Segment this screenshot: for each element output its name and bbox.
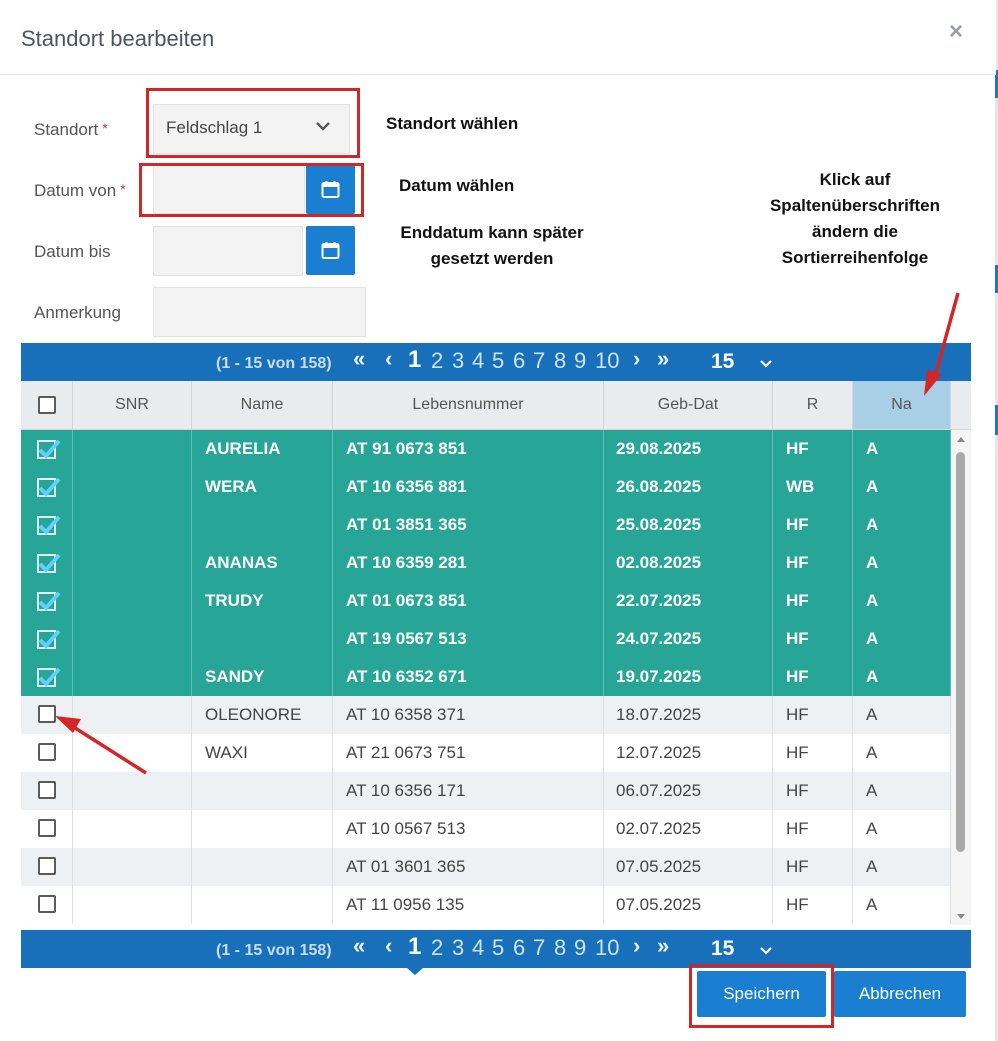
cell-na: A (853, 658, 951, 696)
next-page-icon[interactable]: › (633, 933, 641, 958)
page-10[interactable]: 10 (595, 348, 620, 373)
page-size-select[interactable]: 15 (711, 937, 735, 960)
arrow-sort-head (924, 370, 942, 396)
cell-na: A (853, 848, 951, 886)
cell-lebensnummer: AT 21 0673 751 (333, 734, 604, 772)
cell-lebensnummer: AT 01 3601 365 (333, 848, 604, 886)
datum-von-label: Datum von * (34, 181, 126, 200)
column-header-r[interactable]: R (773, 381, 853, 429)
save-button[interactable]: Speichern (697, 971, 826, 1017)
cell-geb-dat: 12.07.2025 (604, 734, 773, 772)
column-header-name[interactable]: Name (192, 381, 333, 429)
cell-r: WB (773, 468, 853, 506)
cell-r: HF (773, 430, 853, 468)
cell-r: HF (773, 582, 853, 620)
cell-r: HF (773, 734, 853, 772)
last-page-icon[interactable]: » (657, 346, 670, 371)
page-5[interactable]: 5 (492, 348, 505, 373)
cell-lebensnummer: AT 10 6352 671 (333, 658, 604, 696)
cell-na: A (853, 620, 951, 658)
page-size-select[interactable]: 15 (711, 350, 735, 373)
cell-geb-dat: 07.05.2025 (604, 848, 773, 886)
anmerkung-label: Anmerkung (34, 303, 121, 322)
cancel-button[interactable]: Abbrechen (834, 971, 966, 1017)
cell-na: A (853, 506, 951, 544)
arrow-sort (934, 293, 958, 380)
cell-na: A (853, 810, 951, 848)
annotation-sortierung: Klick auf Spaltenüberschriften ändern die Sortierreihenfolge (769, 170, 941, 267)
cell-lebensnummer: AT 10 6359 281 (333, 544, 604, 582)
last-page-icon[interactable]: » (657, 933, 670, 958)
cell-na: A (853, 582, 951, 620)
page-3[interactable]: 3 (452, 935, 465, 960)
cell-r: HF (773, 772, 853, 810)
cell-lebensnummer: AT 10 6358 371 (333, 696, 604, 734)
page-9[interactable]: 9 (574, 935, 587, 960)
cell-r: HF (773, 810, 853, 848)
annotation-enddatum: Enddatum kann später gesetzt werden (400, 223, 584, 268)
cell-lebensnummer: AT 10 6356 881 (333, 468, 604, 506)
cell-geb-dat: 02.08.2025 (604, 544, 773, 582)
datum-bis-label: Datum bis (34, 242, 111, 261)
page-7[interactable]: 7 (533, 348, 546, 373)
cell-lebensnummer: AT 10 0567 513 (333, 810, 604, 848)
next-page-icon[interactable]: › (633, 346, 641, 371)
cell-na: A (853, 772, 951, 810)
annotation-standort: Standort wählen (386, 114, 519, 133)
cell-r: HF (773, 506, 853, 544)
column-header-snr[interactable]: SNR (73, 381, 192, 429)
cell-na: A (853, 544, 951, 582)
cell-lebensnummer: AT 01 0673 851 (333, 582, 604, 620)
cell-lebensnummer: AT 19 0567 513 (333, 620, 604, 658)
cell-geb-dat: 07.05.2025 (604, 886, 773, 924)
cell-na: A (853, 886, 951, 924)
pager-count: (1 - 15 von 158) (216, 942, 332, 959)
column-header-na[interactable]: Na (853, 381, 951, 429)
column-header-lebensnummer[interactable]: Lebensnummer (333, 381, 604, 429)
column-header-geb-dat[interactable]: Geb-Dat (604, 381, 773, 429)
page-8[interactable]: 8 (554, 935, 567, 960)
cell-lebensnummer: AT 11 0956 135 (333, 886, 604, 924)
cell-na: A (853, 696, 951, 734)
cell-na: A (853, 468, 951, 506)
standort-label: Standort * (34, 120, 108, 139)
page-5[interactable]: 5 (492, 935, 505, 960)
cell-na: A (853, 734, 951, 772)
cell-name: OLEONORE (192, 696, 333, 734)
close-icon[interactable]: × (949, 18, 964, 45)
page-8[interactable]: 8 (554, 348, 567, 373)
cell-geb-dat: 25.08.2025 (604, 506, 773, 544)
cell-geb-dat: 18.07.2025 (604, 696, 773, 734)
cell-name: WAXI (192, 734, 333, 772)
cell-r: HF (773, 696, 853, 734)
cell-name: WERA (192, 468, 333, 506)
page-1[interactable]: 1 (408, 346, 422, 373)
cell-r: HF (773, 848, 853, 886)
arrow-checkbox (72, 726, 146, 773)
page-9[interactable]: 9 (574, 348, 587, 373)
cell-r: HF (773, 544, 853, 582)
cell-geb-dat: 22.07.2025 (604, 582, 773, 620)
page-4[interactable]: 4 (472, 935, 485, 960)
cell-r: HF (773, 658, 853, 696)
dialog-title: Standort bearbeiten (21, 26, 215, 51)
annotation-datum: Datum wählen (399, 176, 515, 195)
page-6[interactable]: 6 (513, 935, 526, 960)
page-2[interactable]: 2 (431, 348, 444, 373)
cell-name: TRUDY (192, 582, 333, 620)
page-2[interactable]: 2 (431, 935, 444, 960)
cell-geb-dat: 24.07.2025 (604, 620, 773, 658)
pager-count: (1 - 15 von 158) (216, 355, 332, 372)
first-page-icon[interactable]: « (353, 933, 366, 958)
page-6[interactable]: 6 (513, 348, 526, 373)
standort-select-value: Feldschlag 1 (166, 118, 263, 137)
cell-r: HF (773, 620, 853, 658)
prev-page-icon[interactable]: ‹ (385, 346, 393, 371)
page-4[interactable]: 4 (472, 348, 485, 373)
cell-geb-dat: 02.07.2025 (604, 810, 773, 848)
cell-geb-dat: 26.08.2025 (604, 468, 773, 506)
prev-page-icon[interactable]: ‹ (385, 933, 393, 958)
cell-name: ANANAS (192, 544, 333, 582)
page-7[interactable]: 7 (533, 935, 546, 960)
cell-geb-dat: 19.07.2025 (604, 658, 773, 696)
cell-lebensnummer: AT 10 6356 171 (333, 772, 604, 810)
page-10[interactable]: 10 (595, 935, 620, 960)
cell-name: SANDY (192, 658, 333, 696)
cell-name: AURELIA (192, 430, 333, 468)
cell-r: HF (773, 886, 853, 924)
cell-geb-dat: 06.07.2025 (604, 772, 773, 810)
page-1[interactable]: 1 (408, 933, 422, 960)
cell-na: A (853, 430, 951, 468)
page-3[interactable]: 3 (452, 348, 465, 373)
cell-lebensnummer: AT 91 0673 851 (333, 430, 604, 468)
cell-geb-dat: 29.08.2025 (604, 430, 773, 468)
cell-lebensnummer: AT 01 3851 365 (333, 506, 604, 544)
first-page-icon[interactable]: « (353, 346, 366, 371)
